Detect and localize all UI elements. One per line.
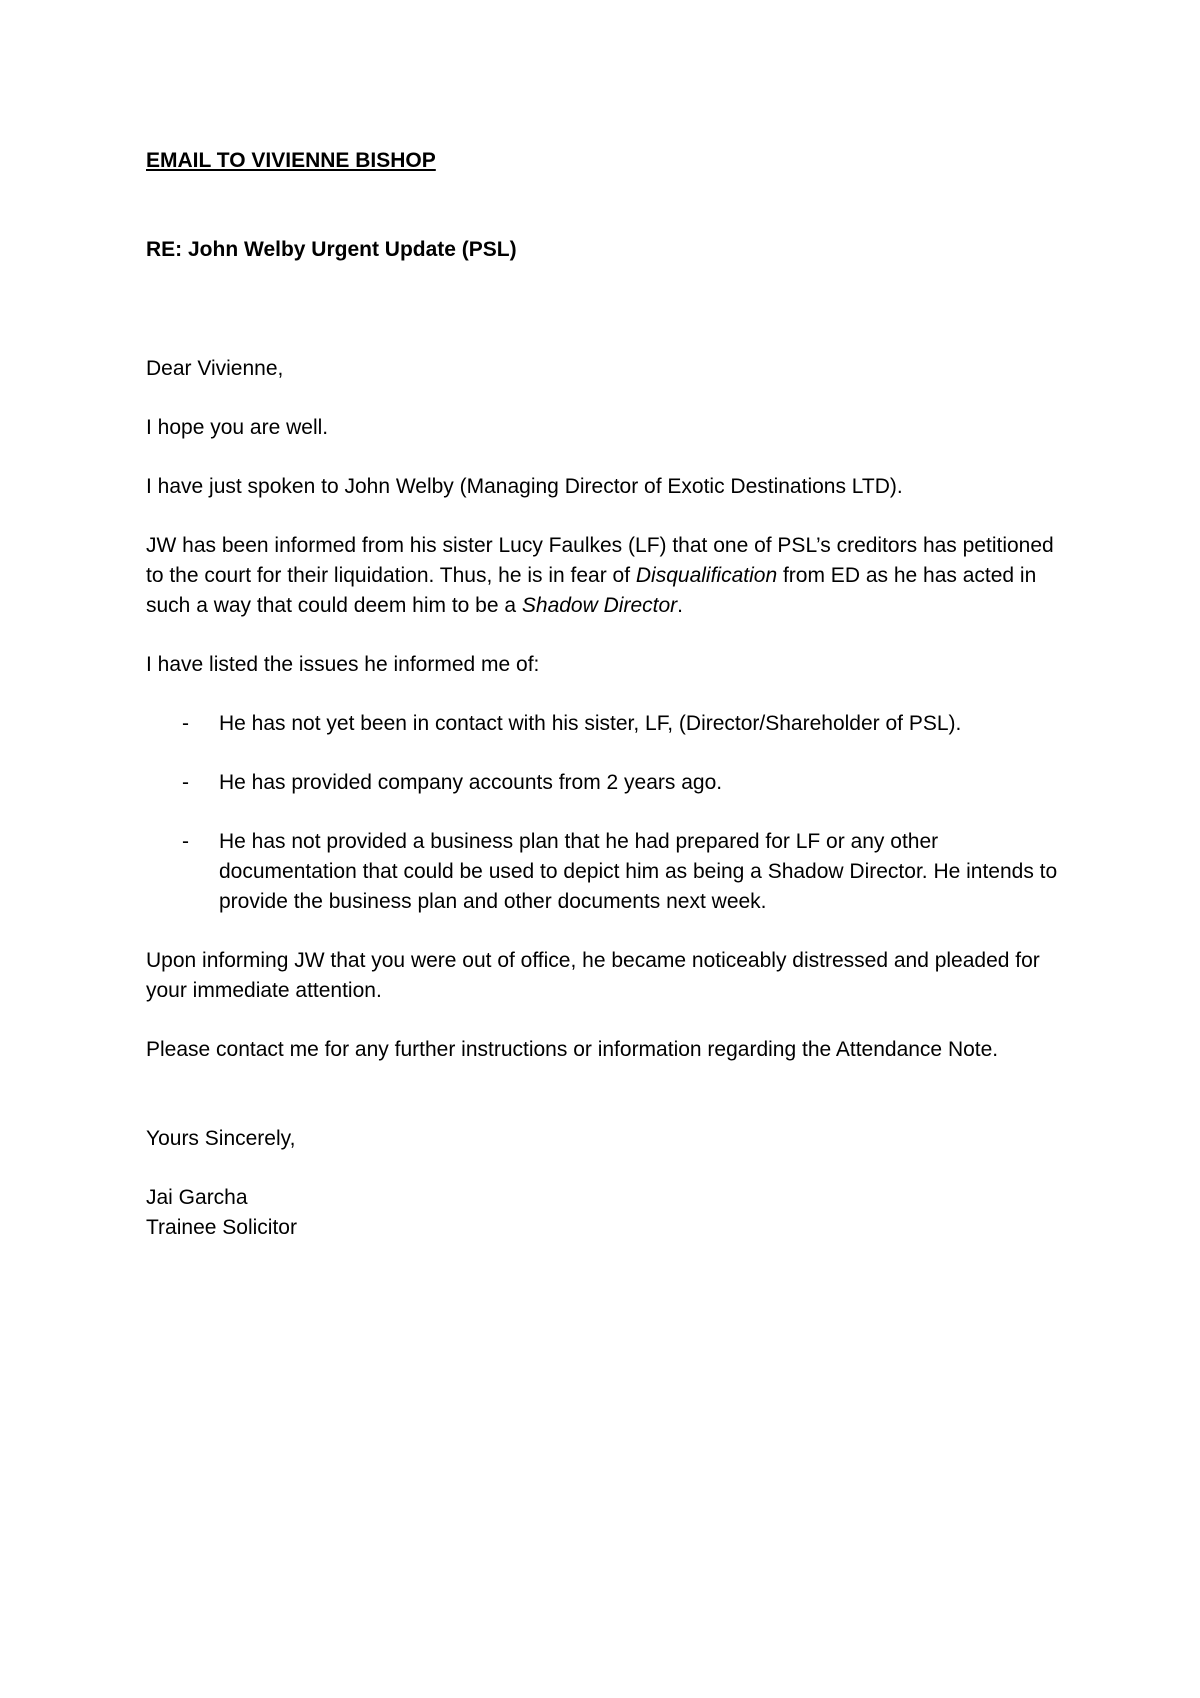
- bullet-dash: -: [182, 771, 189, 794]
- shadow-director-term: Shadow Director: [521, 594, 678, 617]
- paragraph-liquidation-concern: [146, 531, 1066, 621]
- paragraph-client-distress: Upon informing JW that you were out of office, he became noticeably distressed and pleaded for your immediate attention.: [146, 949, 1040, 1002]
- document-heading: EMAIL TO VIVIENNE BISHOP: [146, 149, 436, 172]
- signature-name: Jai Garcha: [146, 1186, 248, 1209]
- list-item: [146, 768, 1066, 798]
- paragraph-contact-request: Please contact me for any further instructions or information regarding the Attendance Note.: [146, 1038, 999, 1061]
- bullet-dash: -: [182, 830, 189, 853]
- liquidation-text-3: .: [677, 594, 683, 617]
- list-item: [146, 709, 1066, 739]
- liquidation-text-1: JW has been informed from his sister Lucy Faulkes (LF) that one of PSL’s creditors has petitioned to the court for their liquidation. Thus, he is in fear of: [146, 534, 1054, 587]
- issues-list: [146, 709, 1066, 917]
- bullet-dash: -: [182, 712, 189, 735]
- liquidation-text-2: from ED as he has acted in such a way that could deem him to be a: [146, 564, 1037, 617]
- signature-block: [146, 1183, 1066, 1243]
- email-body: [146, 146, 1066, 1243]
- email-subject: RE: John Welby Urgent Update (PSL): [146, 238, 517, 261]
- paragraph-call-summary: I have just spoken to John Welby (Managing Director of Exotic Destinations LTD).: [146, 475, 903, 498]
- salutation: Dear Vivienne,: [146, 357, 284, 380]
- list-item: [146, 827, 1066, 917]
- list-item-text: He has not yet been in contact with his sister, LF, (Director/Shareholder of PSL).: [219, 712, 962, 735]
- signature-title: Trainee Solicitor: [146, 1216, 297, 1239]
- paragraph-greeting: I hope you are well.: [146, 416, 329, 439]
- list-item-text: He has not provided a business plan that he had prepared for LF or any other documentation that could be used to depict him as being a Shadow Director. He intends to provide the business plan and other documents next week.: [219, 830, 1058, 913]
- disqualification-term: Disqualification: [635, 564, 778, 587]
- list-item-text: He has provided company accounts from 2 years ago.: [219, 771, 723, 794]
- closing-line: Yours Sincerely,: [146, 1127, 296, 1150]
- paragraph-issues-intro: I have listed the issues he informed me of:: [146, 653, 540, 676]
